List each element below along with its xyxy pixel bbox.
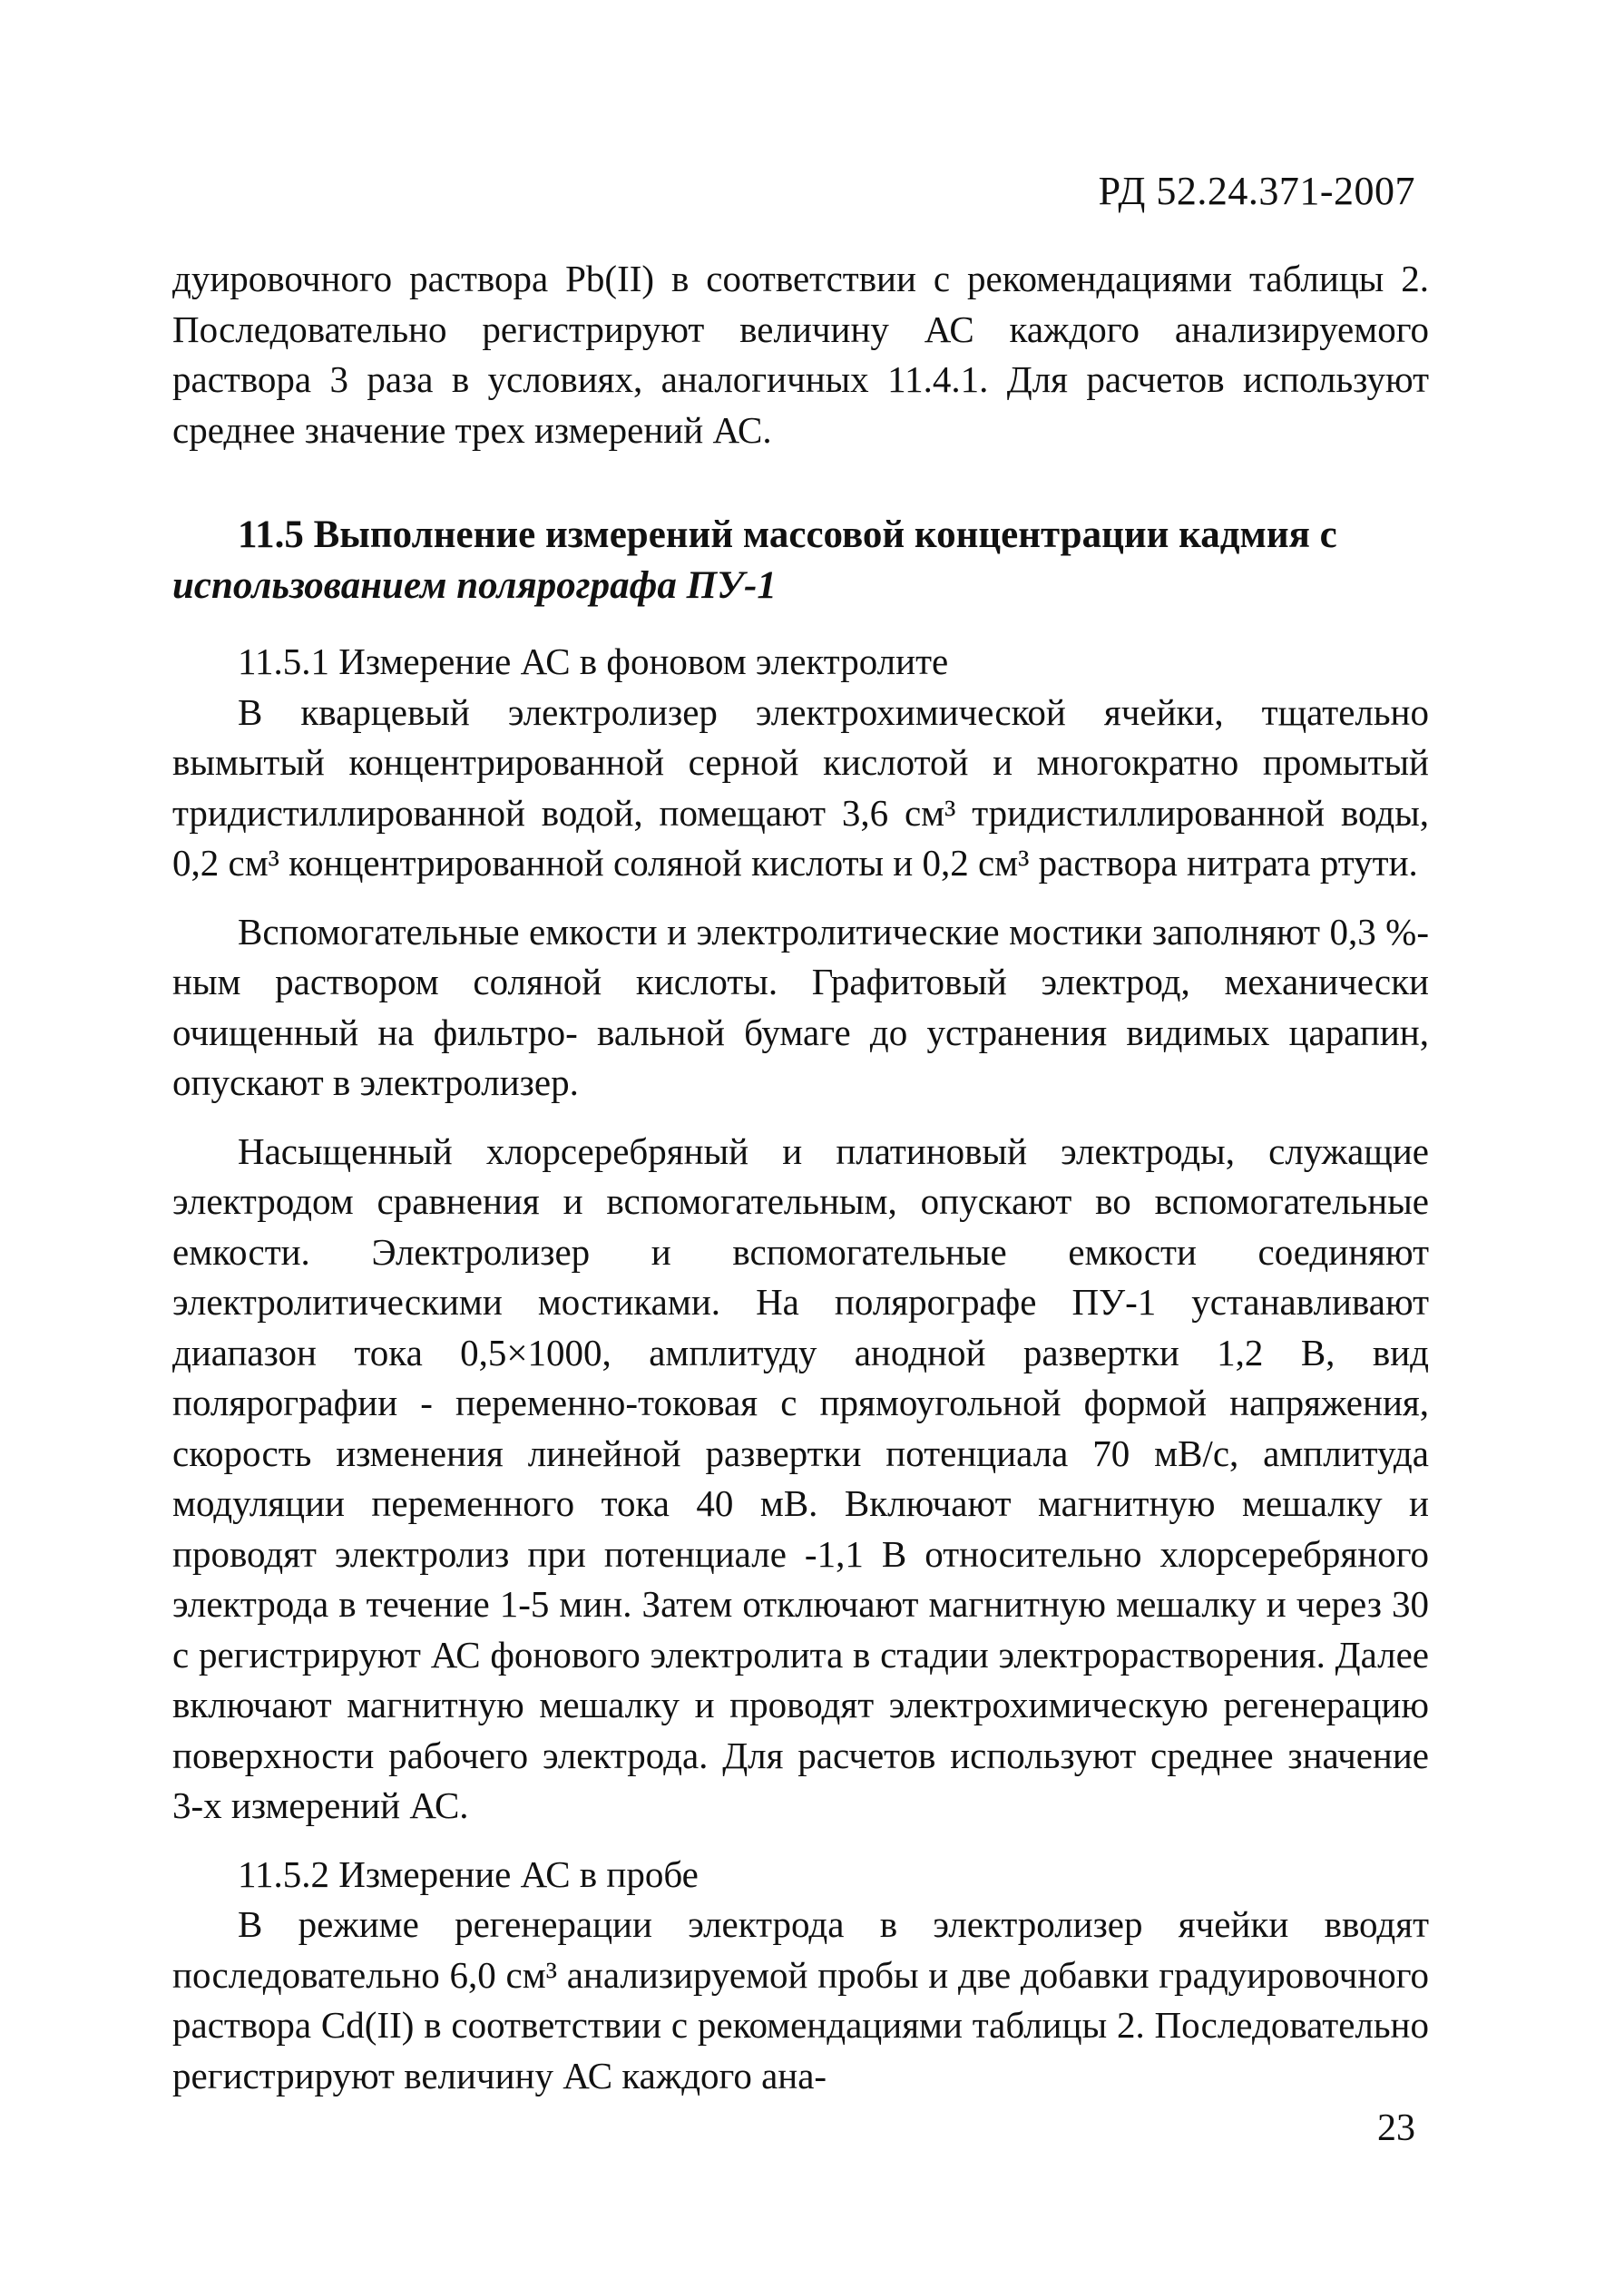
subsection-11-5-1-title: 11.5.1 Измерение АС в фоновом электролите	[238, 640, 949, 682]
paragraph-measurement-procedure: Насыщенный хлорсеребряный и платиновый электроды, служащие электродом сравнения и вспомогательным, опускают во вспомогательные емкости. Электролизер и вспомогательные емкости соединяют электролитическими мостиками. На полярографе ПУ-1 устанавливают диапазон тока 0,5×1000, амплитуду анодной развертки 1,2 В, вид полярографии - переменно-токовая с прямоугольной формой напряжения, скорость изменения линейной развертки потенциала 70 мВ/с, амплитуда модуляции переменного тока 40 мВ. Включают магнитную мешалку и проводят электролиз при потенциале -1,1 В относительно хлорсеребряного электрода в течение 1-5 мин. Затем отключают магнитную мешалку и через 30 с регистрируют АС фонового электролита в стадии электрорастворения. Далее включают магнитную мешалку и проводят электрохимическую регенерацию поверхности рабочего электрода. Для расчетов используют среднее значение 3-х измерений АС.	[172, 1129, 1429, 1826]
paragraph-sample-measurement: В режиме регенерации электрода в электролизер ячейки вводят последовательно 6,0 см³ анализируемой пробы и две добавки градуировочного раствора Cd(II) в соответствии с рекомендациями таблицы 2. Последовательно регистрируют величину АС каждого ана-	[172, 1903, 1429, 2096]
section-heading-11-5	[172, 510, 1429, 611]
page-content	[172, 254, 1429, 2101]
section-heading-part-2: использованием полярографа ПУ-1	[172, 564, 777, 607]
paragraph-auxiliary-vessels: Вспомогательные емкости и электролитические мостики заполняют 0,3 %-ным раствором соляной кислоты. Графитовый электрод, механически очищенный на фильтро- вальной бумаге до устранения видимых царапин, опускают в электролизер.	[172, 910, 1429, 1103]
page-number: 23	[1377, 2107, 1415, 2149]
subsection-11-5-2-title: 11.5.2 Измерение АС в пробе	[238, 1852, 699, 1895]
document-code-header: РД 52.24.371-2007	[1098, 169, 1415, 213]
section-heading-part-1: 11.5 Выполнение измерений массовой концентрации кадмия с	[238, 513, 1337, 556]
paragraph-electrolyzer-preparation: В кварцевый электролизер электрохимической ячейки, тщательно вымытый концентрированной серной кислотой и многократно промытый тридистиллированной водой, помещают 3,6 см³ тридистиллированной воды, 0,2 см³ концентрированной соляной кислоты и 0,2 см³ раствора нитрата ртути.	[172, 690, 1429, 884]
continuation-paragraph: дуировочного раствора Pb(II) в соответствии с рекомендациями таблицы 2. Последовательно регистрируют величину АС каждого анализируемого раствора 3 раза в условиях, аналогичных 11.4.1. Для расчетов используют среднее значение трех измерений АС.	[172, 258, 1429, 451]
